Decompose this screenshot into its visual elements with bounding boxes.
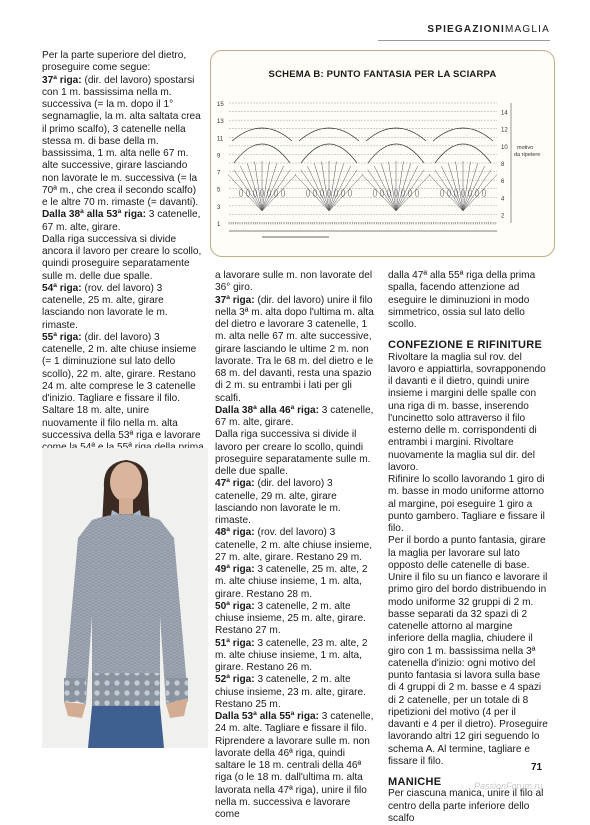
paragraph xyxy=(215,429,377,478)
paragraph-text: Rifinire lo scollo lavorando 1 giro di m. basse in modo uniforme attorno al margine, poi eseguire 1 giro a punto gambero. Tagliare e fissare il filo. xyxy=(388,474,545,534)
paragraph-text: (dir. del lavoro) spostarsi con 1 m. bassissima nella m. successiva (= la m. dopo il 1° segnamaglie, la m. alta saltata crea il primo scalfo), 3 catenelle nella stessa m. di base della m. bassissima, 1 m. alta nelle 67 m. alte successive, girare lasciando non lavorate le m. successiva (= la 70ª m., che crea il secondo scalfo) e le altre 70 m. rimaste (= davanti). xyxy=(42,74,201,208)
paragraph-text: Per la parte superiore del dietro, proseguire come segue: xyxy=(42,50,187,74)
text-column-2 xyxy=(215,270,377,821)
text-column-3 xyxy=(388,270,550,825)
paragraph xyxy=(215,405,377,430)
paragraph-text: Per il bordo a punto fantasia, girare la maglia per lavorare sul lato opposto delle catenelle di base. Unire il filo su un fianco e lavorare il primo giro del bordo distribuendo in modo uniforme 32 gruppi di 2 m. basse separati da 32 spazi di 2 catenelle attorno al margine inferiore della maglia, chiudere il giro con 1 m. bassissima nella 3ª catenella d'inizio: ogni motivo del punto fantasia si lavora sulla base di 4 gruppi di 2 m. basse e 4 spazi di 2 catenelle, per un totale di 8 ripetizioni del motivo (4 per il davanti e 4 per il dietro). Proseguire lavorando altri 12 giri seguendo lo schema A. Al termine, tagliare e fissare il filo. xyxy=(388,535,548,767)
row-label: 47ª riga: xyxy=(215,478,255,490)
row-number-left: 15 xyxy=(217,102,224,108)
paragraph xyxy=(388,788,550,825)
fan-stitch xyxy=(396,163,411,211)
paragraph xyxy=(388,352,550,475)
page-number: 71 xyxy=(531,762,543,773)
arch-stitch xyxy=(299,128,359,141)
fan-stitch xyxy=(435,170,463,211)
paragraph-text: (dir. del lavoro) unire il filo nella 3ª m. alta dopo l'ultima m. alta del dietro e lavorare 3 catenelle, 1 m. alta nelle 67 m. alte successive, girare lasciando le ultime 2 m. non lavorate. Tra le 68 m. del dietro e le 68 m. del davanti, resta una spazio di 2 m. su entrambi i lati per gli scalfi. xyxy=(215,294,374,404)
paragraph-text: 3 catenelle, 67 m. alte, girare. xyxy=(215,404,374,428)
fan-stitch xyxy=(247,163,262,211)
paragraph xyxy=(42,332,204,406)
row-number-right: 6 xyxy=(501,179,505,186)
arch-stitch xyxy=(232,128,292,141)
paragraph xyxy=(388,535,550,768)
fan-stitch xyxy=(396,170,424,211)
row-label: 37ª riga: xyxy=(42,74,82,86)
row-label: 37ª riga: xyxy=(215,294,255,306)
paragraph-text: 3 catenelle, 25 m. alte, 2 m. alte chiuse insieme, 1 m. alta, girare. Restano 28 m. xyxy=(215,564,368,600)
crochet-chart-box xyxy=(210,50,555,257)
paragraph-text: Riprendere a lavorare sulle m. non lavorate della 46ª riga, quindi saltare le 18 m. centrali della 46ª riga (o le 18 m. dall'ultima m. alta lavorata nella 47ª riga), unire il filo nella m. successiva e lavorare come xyxy=(215,735,370,820)
fan-stitch xyxy=(463,163,478,211)
paragraph-text: 3 catenelle, 2 m. alte chiuse insieme, 25 m. alte, girare. Restano 27 m. xyxy=(215,600,366,637)
fan-stitch xyxy=(329,163,344,211)
row-label: 50ª riga: xyxy=(215,600,255,612)
row-number-left: 13 xyxy=(217,119,224,126)
paragraph-text: dalla 47ª alla 55ª riga della prima spalla, facendo attenzione ad eseguire le diminuzioni in modo simmetrico, ossia sul lato dello scollo. xyxy=(388,270,536,330)
paragraph-text: (dir. del lavoro) 3 catenelle, 2 m. alte chiuse insieme (= 1 diminuzione sul lato dello scollo), 22 m. alte, girare. Restano 24 m. alte comprese le 3 catenelle d'inizio. Tagliare e fissare il filo. xyxy=(42,331,197,404)
paragraph xyxy=(215,601,377,638)
motif-label: motivo xyxy=(517,145,534,151)
fan-stitch xyxy=(381,163,396,211)
paragraph xyxy=(388,474,550,535)
fan-stitch xyxy=(301,170,329,211)
picot-stitch xyxy=(373,190,377,197)
row-label: Dalla 53ª alla 55ª riga: xyxy=(215,711,319,722)
fan-stitch xyxy=(463,170,491,211)
row-label: Dalla 38ª alla 46ª riga: xyxy=(215,404,319,416)
row-number-left: 5 xyxy=(217,187,221,194)
crochet-chart-diagram xyxy=(211,51,554,256)
row-number-right: 10 xyxy=(501,144,508,151)
paragraph xyxy=(42,209,204,234)
paragraph-text: 3 catenelle, 67 m. alte, girare. xyxy=(42,209,201,233)
row-number-right: 14 xyxy=(501,110,508,117)
row-number-left: 3 xyxy=(217,204,221,211)
row-label: 55ª riga: xyxy=(42,331,82,343)
section-heading: CONFEZIONE E RIFINITURE xyxy=(388,339,543,352)
watermark: PassionForum.ru xyxy=(474,781,543,791)
paragraph xyxy=(215,711,377,736)
section-header xyxy=(427,24,550,35)
row-number-right: 2 xyxy=(501,213,505,220)
paragraph xyxy=(215,674,377,711)
arch-stitch xyxy=(433,128,493,141)
arch-stitch xyxy=(368,144,424,163)
fan-stitch xyxy=(448,163,463,211)
paragraph xyxy=(42,50,204,75)
section-header-thin: MAGLIA xyxy=(505,24,550,35)
picot-stitch xyxy=(281,190,285,197)
paragraph-text: Per ciascuna manica, unire il filo al centro della parte inferiore dello scalfo xyxy=(388,788,544,824)
row-number-left: 7 xyxy=(217,170,221,177)
paragraph xyxy=(215,270,377,295)
arch-stitch xyxy=(366,128,426,141)
paragraph-text: a lavorare sulle m. non lavorate del 36° giro. xyxy=(215,270,373,294)
woman-in-sweater-illustration xyxy=(42,448,208,748)
fan-stitch xyxy=(368,170,396,211)
fan-stitch xyxy=(329,170,357,211)
picot-stitch xyxy=(306,190,310,197)
paragraph-text: (dir. del lavoro) 3 catenelle, 29 m. alte, girare lasciando non lavorate le m. rimaste. xyxy=(215,478,341,526)
row-label: 54ª riga: xyxy=(42,282,82,294)
paragraph-text: 3 catenelle, 24 m. alte. Tagliare e fissare il filo. xyxy=(215,711,374,735)
paragraph-text: 3 catenelle, 2 m. alte chiuse insieme, 23 m. alte, girare. Restano 25 m. xyxy=(215,674,366,710)
row-label: 52ª riga: xyxy=(215,674,255,686)
fan-stitch xyxy=(314,163,329,211)
paragraph-text: (rov. del lavoro) 3 catenelle, 2 m. alte chiuse insieme, 27 m. alte, girare. Restano 29 m. xyxy=(215,527,373,563)
model-photo xyxy=(42,448,208,748)
row-label: Dalla 38ª alla 53ª riga: xyxy=(42,209,146,221)
fan-stitch xyxy=(262,170,290,211)
motif-label: da ripetere xyxy=(514,152,541,158)
row-label: 48ª riga: xyxy=(215,527,255,539)
paragraph xyxy=(215,736,377,822)
row-number-left: 9 xyxy=(217,153,221,160)
picot-stitch xyxy=(348,190,352,197)
row-label: 49ª riga: xyxy=(215,564,255,575)
paragraph-text: Saltare 18 m. alte, unire nuovamente il filo nella m. alta successiva della 53ª riga e lavorare xyxy=(42,405,201,441)
paragraph-text: Dalla riga successiva si divide ancora il lavoro per creare lo scollo, quindi proseguire separatamente sulle m. delle due spalle. xyxy=(42,233,202,282)
paragraph xyxy=(215,478,377,527)
paragraph xyxy=(215,638,377,675)
paragraph xyxy=(215,295,377,405)
chart-title: SCHEMA B: PUNTO FANTASIA PER LA SCIARPA xyxy=(268,69,497,80)
section-header-bold: SPIEGAZIONI xyxy=(427,24,505,35)
paragraph xyxy=(215,564,377,601)
row-number-right: 4 xyxy=(501,196,505,203)
paragraph xyxy=(42,234,204,283)
paragraph-text: (rov. del lavoro) 3 catenelle, 25 m. alte, girare lasciando non lavorate le m. rimaste. xyxy=(42,282,168,331)
row-number-right: 8 xyxy=(501,162,505,168)
row-number-right: 12 xyxy=(501,127,508,134)
section-heading: MANICHE xyxy=(388,776,442,788)
paragraph xyxy=(42,283,204,332)
row-number-left: 11 xyxy=(217,136,224,143)
paragraph xyxy=(215,527,377,564)
paragraph-text: Rivoltare la maglia sul rov. del lavoro e appiattirla, sovrapponendo il davanti e il dietro, quindi unire insieme i margini delle spalle con una riga di m. basse, inserendo l'uncinetto solo attraverso il filo esterno delle m. corrispondenti di entrambi i margini. Rivoltare nuovamente la maglia sul dir. del lavoro. xyxy=(388,351,546,473)
fan-stitch xyxy=(234,170,262,211)
row-label: 51ª riga: xyxy=(215,637,255,649)
picot-stitch xyxy=(415,190,419,197)
arch-stitch xyxy=(234,144,290,163)
picot-stitch xyxy=(440,190,444,197)
paragraph xyxy=(388,270,550,331)
row-number-left: 1 xyxy=(217,222,221,228)
picot-stitch xyxy=(482,190,486,197)
arch-stitch xyxy=(435,144,491,163)
picot-stitch xyxy=(239,190,243,197)
paragraph-text: 3 catenelle, 23 m. alte, 2 m. alte chiuse insieme, 1 m. alta, girare. Restano 26 m. xyxy=(215,637,368,673)
fan-stitch xyxy=(262,163,277,211)
paragraph-text: Dalla riga successiva si divide il lavoro per creare lo scollo, quindi proseguire separatamente sulle m. delle due spalle. xyxy=(215,429,371,477)
paragraph xyxy=(42,75,204,210)
arch-stitch xyxy=(301,144,357,163)
header-rule xyxy=(378,40,550,41)
